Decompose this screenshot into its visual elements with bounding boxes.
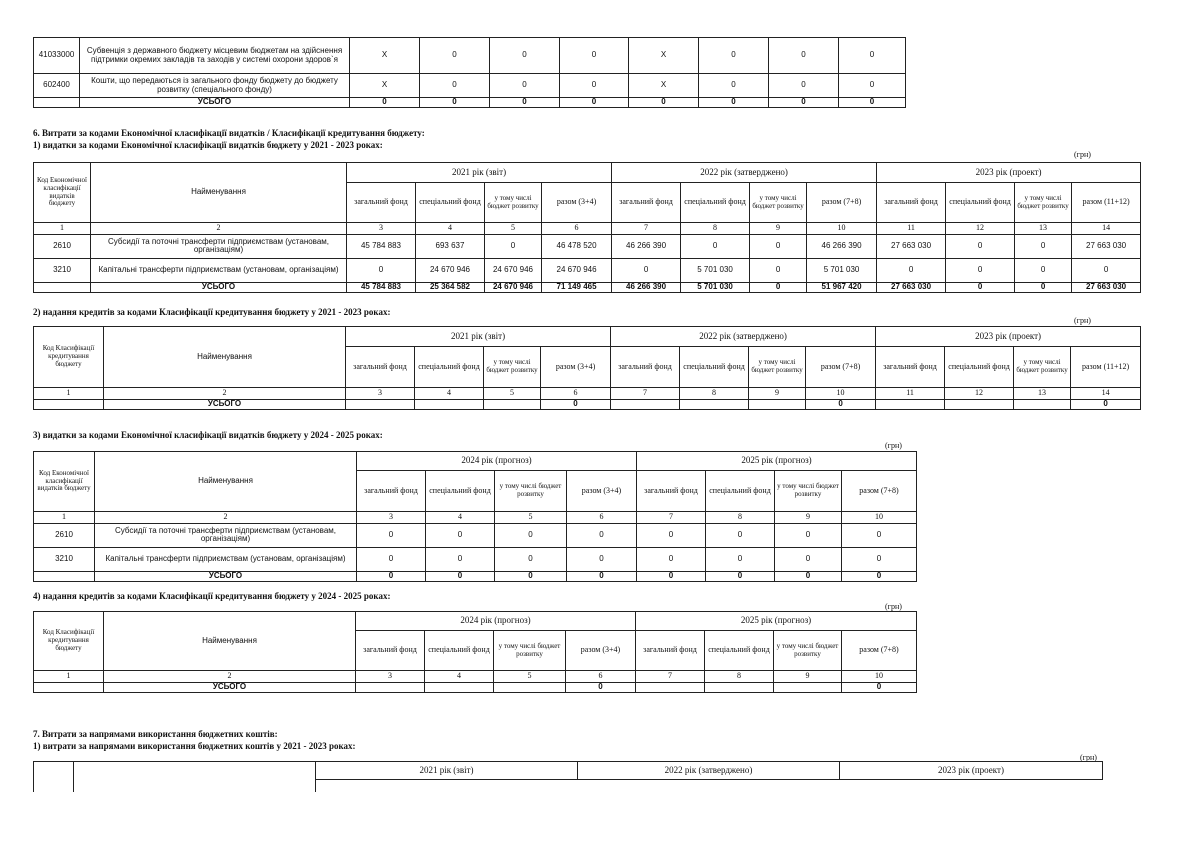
col-number: 6 [567,512,637,524]
col-number: 13 [1015,223,1072,235]
unit-label: (грн) [1074,316,1091,325]
total-cell: 24 670 946 [485,282,542,292]
col-number: 4 [415,388,484,400]
value-cell: 0 [706,523,775,547]
col-number: 8 [705,671,774,683]
name-cell: Субвенція з державного бюджету місцевим бюджетам на здійснення підтримки окремих закладів та заходів у системі охорони здоров`я [80,38,350,74]
value-cell: 0 [420,74,490,98]
col-header: спеціальний фонд [416,183,485,223]
col-header: загальний фонд [346,347,415,388]
value-cell: 46 266 390 [807,234,877,258]
value-cell: 0 [750,258,807,282]
col-number: 4 [416,223,485,235]
total-label: УСЬОГО [80,98,350,108]
total-cell [1014,399,1071,409]
total-cell [636,682,705,692]
col-header: разом (7+8) [842,471,917,512]
expenditures-2021-2023-table [33,162,1141,293]
total-cell: 0 [839,98,906,108]
empty-cell [34,98,80,108]
expenditures-2024-2025-table [33,451,917,582]
year-header: 2022 рік (затверджено) [612,163,877,183]
top-table [33,37,906,108]
section6-sub1: 1) видатки за кодами Економічної класифікації видатків бюджету у 2021 - 2023 роках: [33,140,383,150]
section7-sub1: 1) витрати за напрямами використання бюджетних коштів у 2021 - 2023 роках: [33,741,356,751]
col-number: 7 [612,223,681,235]
total-cell [484,399,541,409]
total-cell: 51 967 420 [807,282,877,292]
year-header: 2024 рік (прогноз) [356,612,636,631]
empty-cell [840,780,1103,792]
header-row [34,452,917,471]
value-cell: 0 [769,74,839,98]
empty-cell [34,399,104,409]
value-cell: 0 [560,38,629,74]
header-row [34,762,1103,780]
value-cell: 0 [750,234,807,258]
value-cell: 0 [1072,258,1141,282]
code-cell: 602400 [34,74,80,98]
value-cell: 0 [946,258,1015,282]
col-header: спеціальний фонд [680,347,749,388]
col-number: 1 [34,388,104,400]
col-number: 12 [945,388,1014,400]
code-cell: 3210 [34,547,95,571]
value-cell: 0 [347,258,416,282]
col-number: 8 [681,223,750,235]
col-header: разом (7+8) [806,347,876,388]
col-number: 12 [946,223,1015,235]
value-cell: X [350,38,420,74]
table-row [34,38,906,74]
col-number: 9 [749,388,806,400]
total-row [34,682,917,692]
col-header: у тому числі бюджет розвитку [774,631,842,671]
name-header: Найменування [104,612,356,671]
total-cell: 0 [637,571,706,581]
col-number: 11 [876,388,945,400]
year-header: 2024 рік (прогноз) [357,452,637,471]
total-cell [415,399,484,409]
col-number: 7 [637,512,706,524]
unit-label: (грн) [885,602,902,611]
name-header: Найменування [91,163,347,223]
col-number: 6 [542,223,612,235]
col-number: 9 [750,223,807,235]
col-number: 7 [636,671,705,683]
value-cell: 45 784 883 [347,234,416,258]
name-cell: Капітальні трансферти підприємствам (установам, організаціям) [91,258,347,282]
col-number: 14 [1071,388,1141,400]
col-number: 10 [807,223,877,235]
col-header: загальний фонд [611,347,680,388]
total-cell: 0 [350,98,420,108]
total-cell: 25 364 582 [416,282,485,292]
empty-cell [578,780,840,792]
total-cell [611,399,680,409]
value-cell: 0 [1015,258,1072,282]
name-header: Найменування [104,327,346,388]
section6-sub2: 2) надання кредитів за кодами Класифікації кредитування бюджету у 2021 - 2023 роках: [33,307,391,317]
value-cell: 27 663 030 [1072,234,1141,258]
code-header: Код Класифікації кредитування бюджету [34,327,104,388]
col-number: 1 [34,512,95,524]
value-cell: 0 [775,547,842,571]
col-number: 9 [774,671,842,683]
col-number: 7 [611,388,680,400]
col-number: 6 [566,671,636,683]
value-cell: 0 [495,547,567,571]
empty-cell [34,282,91,292]
table-row [34,547,917,571]
col-number: 8 [680,388,749,400]
value-cell: 0 [485,234,542,258]
total-cell: 0 [357,571,426,581]
total-cell [425,682,494,692]
value-cell: 0 [567,547,637,571]
value-cell: 0 [420,38,490,74]
total-cell [705,682,774,692]
value-cell: 24 670 946 [485,258,542,282]
total-cell: 0 [566,682,636,692]
section6-title: 6. Витрати за кодами Економічної класифікації видатків / Класифікації кредитування бюджету: [33,128,425,138]
value-cell: 0 [637,547,706,571]
total-cell: 0 [420,98,490,108]
col-header: загальний фонд [357,471,426,512]
total-cell [680,399,749,409]
value-cell: 0 [877,258,946,282]
total-cell: 27 663 030 [877,282,946,292]
col-number: 5 [494,671,566,683]
col-header: у тому числі бюджет розвитку [1014,347,1071,388]
value-cell: X [350,74,420,98]
value-cell: 27 663 030 [877,234,946,258]
code-header: Код Економічної класифікації видатків бюджету [34,163,91,223]
value-cell: 0 [495,523,567,547]
total-cell [346,399,415,409]
total-cell: 0 [706,571,775,581]
continuation-row [34,780,1103,792]
code-header: Код Економічної класифікації видатків бюджету [34,452,95,512]
empty-cell [34,762,74,780]
value-cell: 46 266 390 [612,234,681,258]
col-number: 4 [426,512,495,524]
value-cell: 24 670 946 [416,258,485,282]
col-number: 3 [356,671,425,683]
table-row [34,523,917,547]
column-number-row [34,223,1141,235]
year-header: 2021 рік (звіт) [316,762,578,780]
code-header: Код Класифікації кредитування бюджету [34,612,104,671]
col-number: 5 [495,512,567,524]
col-header: загальний фонд [612,183,681,223]
value-cell: 0 [426,523,495,547]
name-header: Найменування [95,452,357,512]
col-number: 1 [34,223,91,235]
col-number: 1 [34,671,104,683]
year-header: 2022 рік (затверджено) [611,327,876,347]
total-cell [494,682,566,692]
total-cell: 0 [495,571,567,581]
col-header: у тому числі бюджет розвитку [1015,183,1072,223]
col-header: загальний фонд [356,631,425,671]
empty-cell [34,571,95,581]
total-cell: 0 [1015,282,1072,292]
value-cell: 5 701 030 [807,258,877,282]
value-cell: 24 670 946 [542,258,612,282]
credits-2024-2025-table [33,611,917,693]
column-number-row [34,671,917,683]
total-cell: 0 [490,98,560,108]
empty-cell [74,780,316,792]
name-cell: Субсидії та поточні трансферти підприємствам (установам, організаціям) [91,234,347,258]
year-header: 2023 рік (проект) [840,762,1103,780]
unit-label: (грн) [1080,753,1097,762]
col-header: у тому числі бюджет розвитку [484,347,541,388]
value-cell: 0 [637,523,706,547]
name-cell: Кошти, що передаються із загального фонду бюджету до бюджету розвитку (спеціального фонду) [80,74,350,98]
col-header: разом (3+4) [567,471,637,512]
col-header: загальний фонд [877,183,946,223]
col-header: у тому числі бюджет розвитку [750,183,807,223]
value-cell: 46 478 520 [542,234,612,258]
col-header: спеціальний фонд [425,631,494,671]
value-cell: 0 [842,547,917,571]
col-header: загальний фонд [876,347,945,388]
total-row [34,399,1141,409]
total-cell [356,682,425,692]
total-label: УСЬОГО [91,282,347,292]
col-number: 2 [91,223,347,235]
value-cell: 0 [560,74,629,98]
value-cell: 0 [699,74,769,98]
col-header: спеціальний фонд [946,183,1015,223]
section6-sub3: 3) видатки за кодами Економічної класифікації видатків бюджету у 2024 - 2025 роках: [33,430,383,440]
total-cell: 46 266 390 [612,282,681,292]
col-number: 5 [485,223,542,235]
total-cell: 0 [629,98,699,108]
header-row [34,327,1141,347]
name-cell: Капітальні трансферти підприємствам (установам, організаціям) [95,547,357,571]
col-number: 4 [425,671,494,683]
value-cell: 0 [1015,234,1072,258]
year-header: 2021 рік (звіт) [347,163,612,183]
value-cell: 0 [699,38,769,74]
col-header: спеціальний фонд [706,471,775,512]
col-number: 9 [775,512,842,524]
col-header: разом (11+12) [1071,347,1141,388]
empty-cell [34,682,104,692]
col-header: спеціальний фонд [705,631,774,671]
value-cell: 0 [357,523,426,547]
col-header: у тому числі бюджет розвитку [749,347,806,388]
col-number: 10 [806,388,876,400]
col-number: 3 [346,388,415,400]
column-number-row [34,512,917,524]
total-cell [945,399,1014,409]
total-cell: 0 [560,98,629,108]
value-cell: 0 [490,74,560,98]
col-header: загальний фонд [637,471,706,512]
value-cell: 0 [839,74,906,98]
col-number: 3 [347,223,416,235]
directions-2021-2023-table [33,761,1103,792]
col-header: у тому числі бюджет розвитку [775,471,842,512]
value-cell: X [629,74,699,98]
header-row [34,612,917,631]
value-cell: 0 [681,234,750,258]
code-cell: 2610 [34,234,91,258]
total-cell [749,399,806,409]
value-cell: X [629,38,699,74]
col-header: разом (3+4) [566,631,636,671]
total-label: УСЬОГО [104,399,346,409]
year-header: 2021 рік (звіт) [346,327,611,347]
col-number: 2 [95,512,357,524]
col-header: спеціальний фонд [426,471,495,512]
year-header: 2022 рік (затверджено) [578,762,840,780]
unit-label: (грн) [885,441,902,450]
year-header: 2023 рік (проект) [876,327,1141,347]
year-header: 2025 рік (прогноз) [637,452,917,471]
header-row [34,163,1141,183]
value-cell: 0 [775,523,842,547]
col-number: 2 [104,671,356,683]
value-cell: 0 [706,547,775,571]
col-number: 6 [541,388,611,400]
value-cell: 0 [567,523,637,547]
col-number: 5 [484,388,541,400]
value-cell: 0 [612,258,681,282]
value-cell: 693 637 [416,234,485,258]
value-cell: 0 [426,547,495,571]
table-row [34,74,906,98]
total-label: УСЬОГО [104,682,356,692]
total-cell: 0 [541,399,611,409]
total-cell: 0 [842,682,917,692]
empty-cell [74,762,316,780]
code-cell: 2610 [34,523,95,547]
col-header: загальний фонд [347,183,416,223]
code-cell: 3210 [34,258,91,282]
total-cell: 27 663 030 [1072,282,1141,292]
code-cell: 41033000 [34,38,80,74]
col-header: загальний фонд [636,631,705,671]
total-cell: 0 [750,282,807,292]
col-number: 10 [842,512,917,524]
total-cell: 0 [769,98,839,108]
total-cell: 0 [426,571,495,581]
col-header: разом (7+8) [807,183,877,223]
col-number: 13 [1014,388,1071,400]
value-cell: 0 [490,38,560,74]
col-header: разом (3+4) [542,183,612,223]
col-number: 14 [1072,223,1141,235]
empty-cell [316,780,578,792]
section7-title: 7. Витрати за напрямами використання бюджетних коштів: [33,729,278,739]
col-header: у тому числі бюджет розвитку [494,631,566,671]
col-number: 11 [877,223,946,235]
total-cell: 0 [567,571,637,581]
col-header: разом (7+8) [842,631,917,671]
col-header: спеціальний фонд [681,183,750,223]
col-header: разом (11+12) [1072,183,1141,223]
value-cell: 5 701 030 [681,258,750,282]
year-header: 2025 рік (прогноз) [636,612,917,631]
total-label: УСЬОГО [95,571,357,581]
value-cell: 0 [842,523,917,547]
col-header: у тому числі бюджет розвитку [485,183,542,223]
table-row [34,234,1141,258]
value-cell: 0 [839,38,906,74]
unit-label: (грн) [1074,150,1091,159]
total-cell: 0 [806,399,876,409]
total-row [34,571,917,581]
column-number-row [34,388,1141,400]
col-number: 3 [357,512,426,524]
total-cell: 45 784 883 [347,282,416,292]
col-number: 10 [842,671,917,683]
total-cell: 0 [946,282,1015,292]
total-cell: 0 [775,571,842,581]
total-cell [774,682,842,692]
name-cell: Субсидії та поточні трансферти підприємствам (установам, організаціям) [95,523,357,547]
total-row [34,98,906,108]
total-cell: 0 [842,571,917,581]
section6-sub4: 4) надання кредитів за кодами Класифікації кредитування бюджету у 2024 - 2025 роках: [33,591,391,601]
col-header: у тому числі бюджет розвитку [495,471,567,512]
col-number: 2 [104,388,346,400]
total-cell: 71 149 465 [542,282,612,292]
col-header: разом (3+4) [541,347,611,388]
total-row [34,282,1141,292]
table-row [34,258,1141,282]
value-cell: 0 [357,547,426,571]
value-cell: 0 [769,38,839,74]
credits-2021-2023-table [33,326,1141,410]
value-cell: 0 [946,234,1015,258]
col-number: 8 [706,512,775,524]
col-header: спеціальний фонд [415,347,484,388]
year-header: 2023 рік (проект) [877,163,1141,183]
total-cell: 5 701 030 [681,282,750,292]
total-cell [876,399,945,409]
col-header: спеціальний фонд [945,347,1014,388]
total-cell: 0 [699,98,769,108]
empty-cell [34,780,74,792]
total-cell: 0 [1071,399,1141,409]
